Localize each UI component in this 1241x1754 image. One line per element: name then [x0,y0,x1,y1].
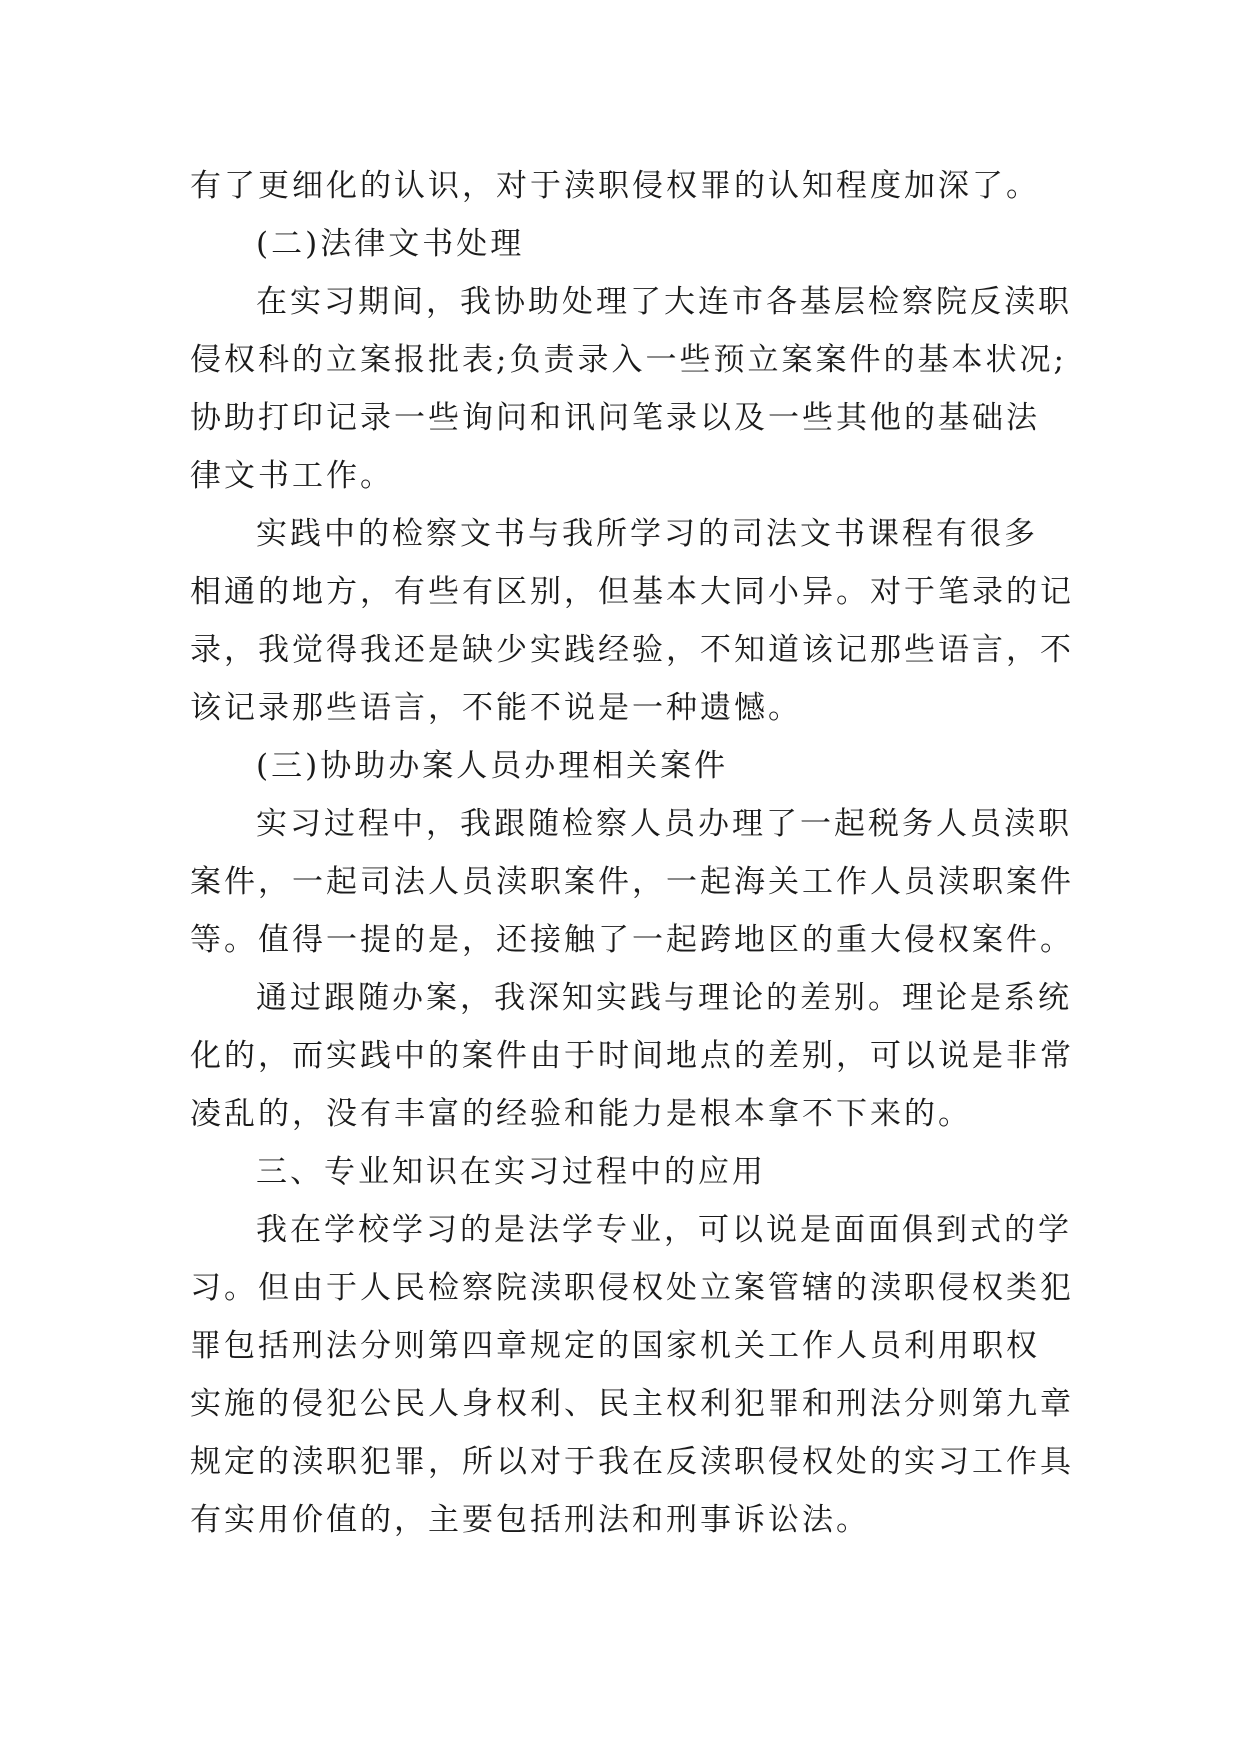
paragraph-line: 案件，一起司法人员渎职案件，一起海关工作人员渎职案件 [190,864,1074,900]
paragraph-line: 罪包括刑法分则第四章规定的国家机关工作人员利用职权 [190,1328,1040,1364]
document-body [190,157,1074,1549]
paragraph-line: 实践中的检察文书与我所学习的司法文书课程有很多 [256,516,1038,552]
paragraph-line: 实施的侵犯公民人身权利、民主权利犯罪和刑法分则第九章 [190,1386,1074,1422]
paragraph-line: 相通的地方，有些有区别，但基本大同小异。对于笔录的记 [190,574,1074,610]
paragraph-line: 化的，而实践中的案件由于时间地点的差别，可以说是非常 [190,1038,1074,1074]
paragraph-line: 规定的渎职犯罪，所以对于我在反渎职侵权处的实习工作具 [190,1444,1074,1480]
section-heading-legal-documents: (二)法律文书处理 [256,226,525,262]
paragraph-line: 律文书工作。 [190,458,394,494]
section-heading-assist-cases: (三)协助办案人员办理相关案件 [256,748,729,784]
paragraph-line: 在实习期间，我协助处理了大连市各基层检察院反渎职 [256,284,1072,320]
paragraph-line: 侵权科的立案报批表;负责录入一些预立案案件的基本状况; [190,342,1067,378]
paragraph-line: 凌乱的，没有丰富的经验和能力是根本拿不下来的。 [190,1096,972,1132]
paragraph-line: 通过跟随办案，我深知实践与理论的差别。理论是系统 [256,980,1072,1016]
paragraph-line: 协助打印记录一些询问和讯问笔录以及一些其他的基础法 [190,400,1040,436]
paragraph-line: 实习过程中，我跟随检察人员办理了一起税务人员渎职 [256,806,1072,842]
paragraph-line: 有了更细化的认识，对于渎职侵权罪的认知程度加深了。 [190,168,1040,204]
paragraph-line: 有实用价值的，主要包括刑法和刑事诉讼法。 [190,1502,870,1538]
paragraph-line: 我在学校学习的是法学专业，可以说是面面俱到式的学 [256,1212,1072,1248]
paragraph-line: 录，我觉得我还是缺少实践经验，不知道该记那些语言，不 [190,632,1074,668]
paragraph-line: 该记录那些语言，不能不说是一种遗憾。 [190,690,802,726]
paragraph-line: 等。值得一提的是，还接触了一起跨地区的重大侵权案件。 [190,922,1074,958]
paragraph-line: 习。但由于人民检察院渎职侵权处立案管辖的渎职侵权类犯 [190,1270,1074,1306]
section-heading-knowledge-application: 三、专业知识在实习过程中的应用 [256,1154,766,1190]
